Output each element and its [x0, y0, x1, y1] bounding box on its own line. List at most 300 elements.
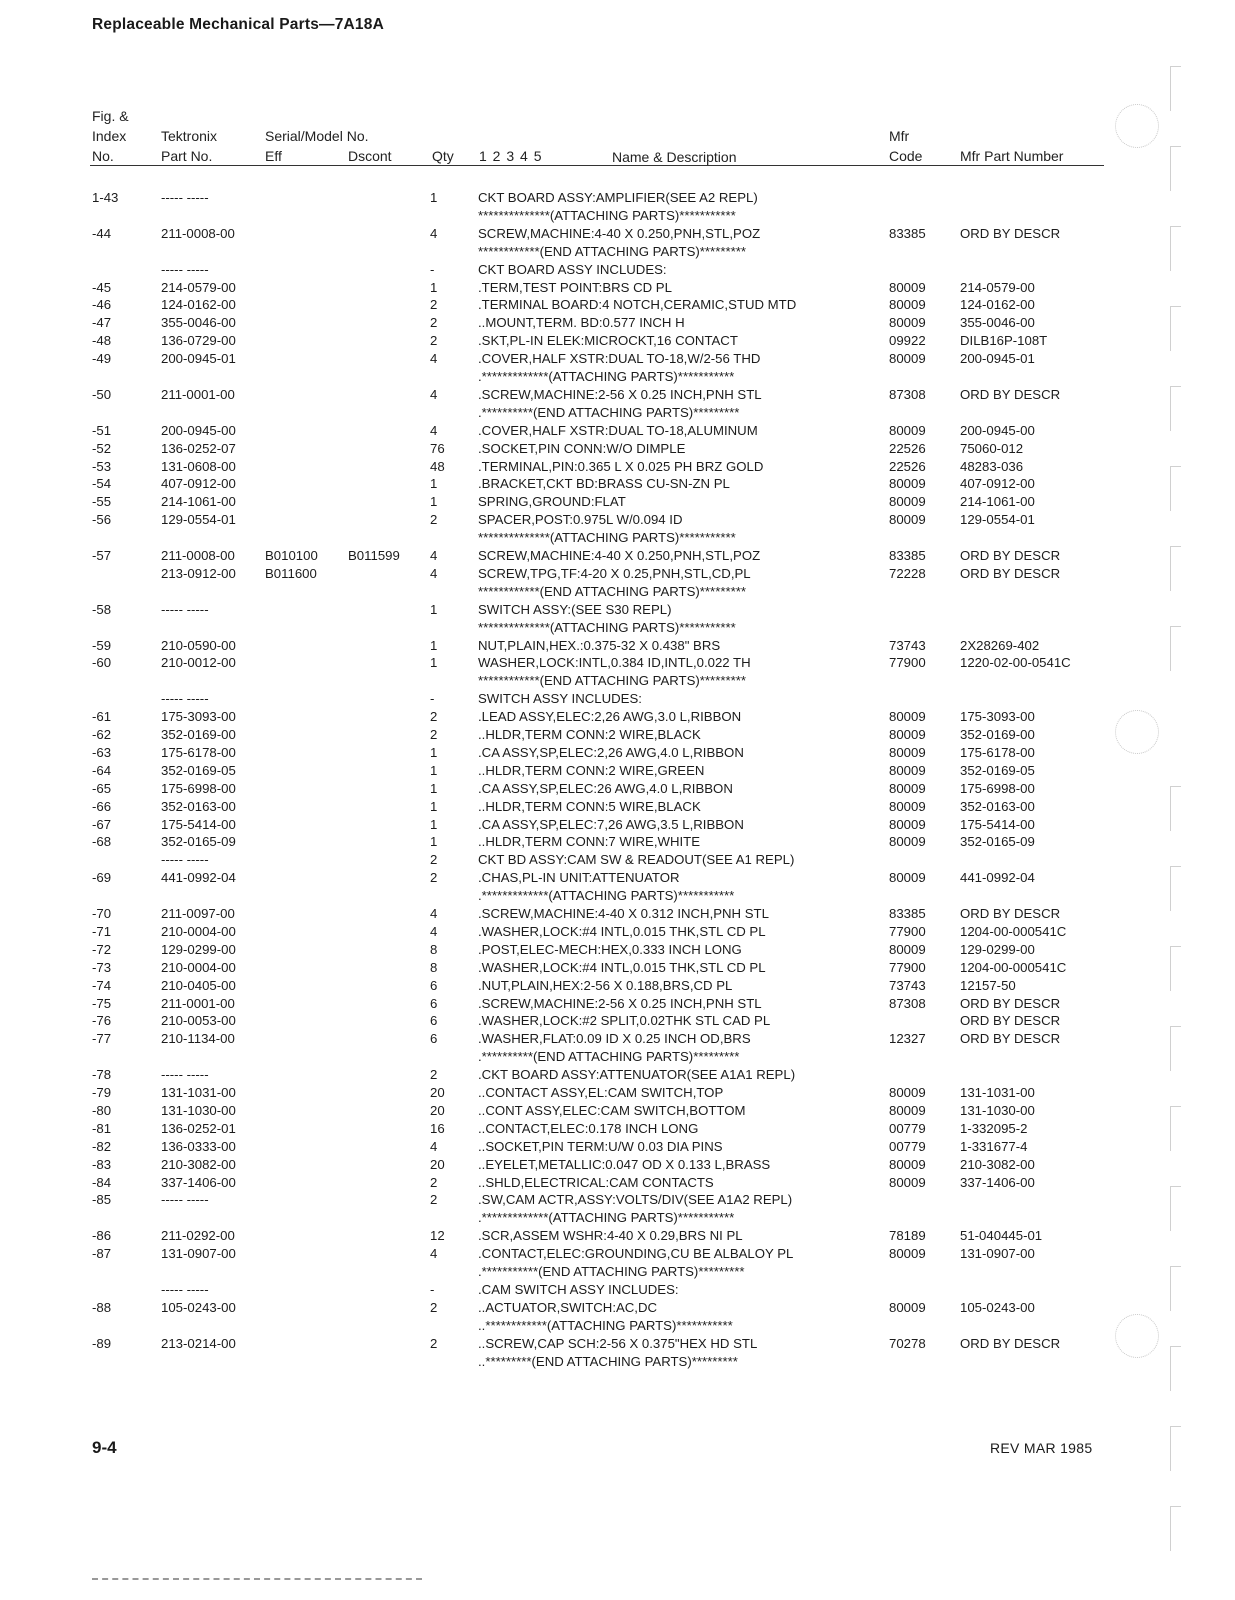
name-description: SCREW,MACHINE:4-40 X 0.250,PNH,STL,POZ	[478, 548, 761, 563]
table-row	[0, 798, 1120, 816]
quantity: 2	[430, 1192, 438, 1208]
table-row	[0, 1191, 1120, 1209]
mfr-code: 72228	[889, 565, 926, 581]
name-description: .COVER,HALF XSTR:DUAL TO-18,W/2-56 THD	[478, 351, 761, 367]
table-row	[0, 905, 1120, 923]
quantity: 20	[430, 1085, 445, 1100]
quantity: 1	[430, 744, 438, 760]
index-number: -50	[92, 386, 112, 402]
quantity: 2	[430, 1174, 438, 1190]
name-description: .LEAD ASSY,ELEC:2,26 AWG,3.0 L,RIBBON	[478, 709, 742, 725]
part-number: 131-1031-00	[161, 1085, 236, 1100]
quantity: 8	[430, 941, 438, 957]
mfr-part-number: 1204-00-000541C	[960, 959, 1067, 975]
mfr-part-number: 210-3082-00	[960, 1156, 1035, 1172]
mfr-code: 22526	[889, 440, 926, 456]
header-mfr-line-1: Mfr	[889, 128, 910, 144]
table-row	[0, 296, 1120, 314]
quantity: 6	[430, 995, 438, 1011]
quantity: 2	[430, 852, 438, 868]
table-row	[0, 386, 1120, 404]
name-description: .**********(END ATTACHING PARTS)*********	[478, 1049, 740, 1065]
part-number: 213-0912-00	[161, 565, 236, 581]
part-number: ----- -----	[161, 1281, 209, 1297]
table-row	[0, 547, 1120, 565]
part-number: 213-0214-00	[161, 1335, 236, 1351]
punch-hole-bottom	[1115, 1314, 1159, 1358]
quantity: 4	[430, 1246, 438, 1262]
part-number: 337-1406-00	[161, 1174, 236, 1190]
index-number: -77	[92, 1031, 112, 1047]
table-row	[0, 1353, 1120, 1371]
quantity: 2	[430, 1067, 438, 1083]
binder-mark	[1170, 946, 1181, 991]
mfr-part-number: 175-6998-00	[960, 780, 1035, 796]
index-number: -75	[92, 995, 112, 1011]
mfr-code: 80009	[889, 512, 926, 528]
page-number: 9-4	[92, 1438, 117, 1457]
name-description: .SCREW,MACHINE:2-56 X 0.25 INCH,PNH STL	[478, 386, 762, 402]
table-row	[0, 1102, 1120, 1120]
table-row	[0, 995, 1120, 1013]
name-description: .*************(ATTACHING PARTS)***********	[478, 888, 735, 904]
mfr-part-number: 129-0554-01	[960, 512, 1035, 528]
quantity: 2	[430, 1299, 438, 1315]
header-serial-model: Serial/Model No.	[265, 128, 369, 144]
quantity: 1	[430, 655, 438, 671]
binder-mark	[1170, 626, 1181, 671]
index-number: -64	[92, 762, 112, 778]
mfr-code: 77900	[889, 923, 926, 939]
mfr-part-number: 129-0299-00	[960, 941, 1035, 957]
quantity: 2	[430, 1335, 438, 1351]
mfr-part-number: 352-0169-05	[960, 762, 1035, 778]
header-levels: 1 2 3 4 5	[479, 148, 543, 164]
index-number: -54	[92, 476, 112, 492]
binder-mark	[1170, 466, 1181, 511]
table-row	[0, 941, 1120, 959]
name-description: CKT BOARD ASSY INCLUDES:	[478, 261, 667, 277]
name-description: .TERMINAL,PIN:0.365 L X 0.025 PH BRZ GOLD	[478, 458, 764, 474]
binder-mark	[1170, 1026, 1181, 1071]
part-number: 214-0579-00	[161, 279, 236, 295]
table-row	[0, 1281, 1120, 1299]
mfr-code: 80009	[889, 315, 926, 331]
index-number: -80	[92, 1102, 112, 1118]
mfr-code: 80009	[889, 834, 926, 850]
index-number: -85	[92, 1192, 112, 1208]
part-number: 441-0992-04	[161, 870, 236, 886]
mfr-code: 83385	[889, 548, 926, 563]
quantity: 20	[430, 1156, 445, 1172]
name-description: SPRING,GROUND:FLAT	[478, 494, 626, 510]
table-row	[0, 475, 1120, 493]
part-number: 210-0012-00	[161, 655, 236, 671]
part-number: 136-0252-01	[161, 1120, 236, 1136]
table-row	[0, 404, 1120, 422]
index-number: -69	[92, 870, 112, 886]
index-number: -74	[92, 977, 112, 993]
table-row	[0, 1299, 1120, 1317]
table-row	[0, 1156, 1120, 1174]
index-number: -89	[92, 1335, 112, 1351]
name-description: .***********(END ATTACHING PARTS)*********	[478, 1264, 745, 1279]
part-number: 211-0097-00	[161, 906, 235, 921]
index-number: -87	[92, 1246, 112, 1262]
mfr-part-number: 1-331677-4	[960, 1138, 1028, 1154]
part-number: 214-1061-00	[161, 494, 236, 510]
quantity: 1	[430, 762, 438, 778]
mfr-code: 80009	[889, 1299, 926, 1315]
part-number: 211-0292-00	[161, 1228, 235, 1244]
binder-mark	[1170, 386, 1181, 431]
binder-mark	[1170, 146, 1181, 191]
mfr-code: 87308	[889, 995, 926, 1011]
binder-mark	[1170, 866, 1181, 911]
name-description: ..CONTACT ASSY,EL:CAM SWITCH,TOP	[478, 1085, 724, 1100]
name-description: .CONTACT,ELEC:GROUNDING,CU BE ALBALOY PL	[478, 1246, 794, 1262]
name-description: ..SCREW,CAP SCH:2-56 X 0.375"HEX HD STL	[478, 1335, 758, 1351]
table-row	[0, 869, 1120, 887]
header-tek-line-2: Part No.	[161, 148, 213, 164]
name-description: .TERM,TEST POINT:BRS CD PL	[478, 279, 672, 295]
table-row	[0, 654, 1120, 672]
mfr-part-number: 51-040445-01	[960, 1228, 1043, 1244]
table-row	[0, 314, 1120, 332]
index-number: -47	[92, 315, 112, 331]
mfr-part-number: ORD BY DESCR	[960, 1335, 1061, 1351]
mfr-part-number: 175-3093-00	[960, 709, 1035, 725]
name-description: .WASHER,LOCK:#2 SPLIT,0.02THK STL CAD PL	[478, 1013, 771, 1029]
part-number: 136-0729-00	[161, 333, 236, 349]
mfr-code: 22526	[889, 458, 926, 474]
mfr-part-number: 124-0162-00	[960, 297, 1035, 313]
part-number: 129-0299-00	[161, 941, 236, 957]
part-number: ----- -----	[161, 190, 209, 205]
table-row	[0, 1138, 1120, 1156]
mfr-code: 80009	[889, 1085, 926, 1100]
mfr-part-number: 352-0163-00	[960, 798, 1035, 814]
name-description: .WASHER,FLAT:0.09 ID X 0.25 INCH OD,BRS	[478, 1031, 751, 1047]
serial-eff: B010100	[265, 548, 318, 563]
quantity: 2	[430, 315, 438, 331]
table-row	[0, 959, 1120, 977]
quantity: 1	[430, 190, 438, 205]
binder-mark	[1170, 306, 1181, 351]
quantity: 1	[430, 816, 438, 832]
header-eff: Eff	[265, 148, 282, 164]
table-row	[0, 744, 1120, 762]
name-description: .WASHER,LOCK:#4 INTL,0.015 THK,STL CD PL	[478, 959, 766, 975]
mfr-part-number: ORD BY DESCR	[960, 1031, 1061, 1047]
part-number: ----- -----	[161, 1067, 209, 1083]
index-number: -49	[92, 351, 112, 367]
index-number: -88	[92, 1299, 112, 1315]
mfr-code: 80009	[889, 744, 926, 760]
header-fig-line-3: No.	[92, 148, 114, 164]
index-number: -83	[92, 1156, 112, 1172]
serial-eff: B011600	[265, 565, 317, 581]
quantity: 20	[430, 1102, 445, 1118]
table-row	[0, 1335, 1120, 1353]
part-number: 211-0008-00	[161, 225, 235, 241]
quantity: 1	[430, 637, 438, 653]
part-number: 210-0004-00	[161, 923, 236, 939]
table-row	[0, 422, 1120, 440]
name-description: .SW,CAM ACTR,ASSY:VOLTS/DIV(SEE A1A2 REPL)	[478, 1192, 793, 1208]
mfr-code: 80009	[889, 351, 926, 367]
table-row	[0, 368, 1120, 386]
table-row	[0, 708, 1120, 726]
part-number: 352-0169-00	[161, 727, 236, 742]
mfr-part-number: 200-0945-00	[960, 422, 1035, 438]
table-row	[0, 243, 1120, 261]
binder-mark	[1170, 1186, 1181, 1231]
part-number: 175-3093-00	[161, 709, 236, 725]
table-row	[0, 816, 1120, 834]
name-description: NUT,PLAIN,HEX.:0.375-32 X 0.438" BRS	[478, 637, 721, 653]
part-number: 131-0608-00	[161, 458, 236, 474]
index-number: -72	[92, 941, 112, 957]
mfr-code: 80009	[889, 422, 926, 438]
punch-hole-middle	[1115, 710, 1159, 754]
index-number: -57	[92, 548, 112, 563]
table-row	[0, 350, 1120, 368]
name-description: ..CONTACT,ELEC:0.178 INCH LONG	[478, 1120, 699, 1136]
part-number: 211-0008-00	[161, 548, 235, 563]
table-row	[0, 1048, 1120, 1066]
table-row	[0, 1120, 1120, 1138]
mfr-part-number: ORD BY DESCR	[960, 906, 1061, 921]
index-number: -46	[92, 297, 112, 313]
quantity: 4	[430, 906, 438, 921]
mfr-part-number: 200-0945-01	[960, 351, 1035, 367]
header-fig-line-1: Fig. &	[92, 108, 129, 124]
quantity: 16	[430, 1120, 445, 1136]
name-description: SWITCH ASSY INCLUDES:	[478, 691, 642, 707]
mfr-part-number: 352-0165-09	[960, 834, 1035, 850]
quantity: 6	[430, 1013, 438, 1029]
mfr-part-number: 1-332095-2	[960, 1120, 1028, 1136]
part-number: 105-0243-00	[161, 1299, 236, 1315]
mfr-part-number: 337-1406-00	[960, 1174, 1035, 1190]
name-description: .SKT,PL-IN ELEK:MICROCKT,16 CONTACT	[478, 333, 738, 349]
mfr-code: 80009	[889, 1246, 926, 1262]
mfr-code: 87308	[889, 386, 926, 402]
punch-hole-top	[1115, 104, 1159, 148]
name-description: WASHER,LOCK:INTL,0.384 ID,INTL,0.022 TH	[478, 655, 751, 671]
mfr-part-number: 48283-036	[960, 458, 1024, 474]
mfr-part-number: ORD BY DESCR	[960, 225, 1061, 241]
name-description: .CKT BOARD ASSY:ATTENUATOR(SEE A1A1 REPL)	[478, 1067, 796, 1083]
mfr-code: 83385	[889, 906, 926, 921]
table-row	[0, 1227, 1120, 1245]
part-number: 129-0554-01	[161, 512, 236, 528]
index-number: -78	[92, 1067, 112, 1083]
table-row	[0, 780, 1120, 798]
table-row	[0, 493, 1120, 511]
binder-mark	[1170, 66, 1181, 111]
index-number: -59	[92, 637, 112, 653]
part-number: 136-0333-00	[161, 1138, 236, 1154]
mfr-part-number: 355-0046-00	[960, 315, 1035, 331]
quantity: 2	[430, 297, 438, 313]
part-number: 131-0907-00	[161, 1246, 236, 1262]
index-number: -55	[92, 494, 112, 510]
quantity: 4	[430, 386, 438, 402]
quantity: 2	[430, 870, 438, 886]
quantity: -	[430, 1281, 435, 1297]
mfr-code: 80009	[889, 798, 926, 814]
name-description: ..CONT ASSY,ELEC:CAM SWITCH,BOTTOM	[478, 1102, 746, 1118]
name-description: .TERMINAL BOARD:4 NOTCH,CERAMIC,STUD MTD	[478, 297, 797, 313]
name-description: SCREW,TPG,TF:4-20 X 0.25,PNH,STL,CD,PL	[478, 565, 751, 581]
quantity: 1	[430, 494, 438, 510]
table-row	[0, 619, 1120, 637]
table-row	[0, 279, 1120, 297]
mfr-part-number: DILB16P-108T	[960, 333, 1048, 349]
index-number: -61	[92, 709, 112, 725]
header-mfr-line-2: Code	[889, 148, 923, 164]
index-number: -44	[92, 225, 112, 241]
index-number: -56	[92, 512, 112, 528]
name-description: .SCREW,MACHINE:2-56 X 0.25 INCH,PNH STL	[478, 995, 762, 1011]
name-description: ************(END ATTACHING PARTS)*********	[478, 583, 746, 599]
name-description: .CHAS,PL-IN UNIT:ATTENUATOR	[478, 870, 680, 886]
name-description: .SCR,ASSEM WSHR:4-40 X 0.29,BRS NI PL	[478, 1228, 743, 1244]
table-row	[0, 529, 1120, 547]
quantity: 6	[430, 1031, 438, 1047]
index-number: -66	[92, 798, 112, 814]
revision-date: REV MAR 1985	[990, 1440, 1093, 1456]
quantity: 4	[430, 548, 438, 563]
quantity: 76	[430, 440, 445, 456]
index-number: -70	[92, 906, 112, 921]
name-description: ************(END ATTACHING PARTS)*********	[478, 243, 746, 259]
mfr-code: 70278	[889, 1335, 926, 1351]
mfr-part-number: 2X28269-402	[960, 637, 1040, 653]
name-description: .COVER,HALF XSTR:DUAL TO-18,ALUMINUM	[478, 422, 758, 438]
quantity: 4	[430, 1138, 438, 1154]
quantity: 2	[430, 333, 438, 349]
mfr-part-number: 352-0169-00	[960, 727, 1035, 742]
mfr-part-number: 131-0907-00	[960, 1246, 1035, 1262]
table-row	[0, 1245, 1120, 1263]
index-number: -62	[92, 727, 112, 742]
name-description: .WASHER,LOCK:#4 INTL,0.015 THK,STL CD PL	[478, 923, 766, 939]
table-row	[0, 887, 1120, 905]
name-description: .SOCKET,PIN CONN:W/O DIMPLE	[478, 440, 686, 456]
part-number: 136-0252-07	[161, 440, 236, 456]
mfr-code: 80009	[889, 1156, 926, 1172]
mfr-part-number: ORD BY DESCR	[960, 565, 1061, 581]
bleed-through-text	[92, 1578, 422, 1580]
table-row	[0, 1030, 1120, 1048]
index-number: -65	[92, 780, 112, 796]
name-description: ..SOCKET,PIN TERM:U/W 0.03 DIA PINS	[478, 1138, 723, 1154]
table-row	[0, 1012, 1120, 1030]
name-description: .**********(END ATTACHING PARTS)*********	[478, 404, 740, 420]
binder-mark	[1170, 1266, 1181, 1311]
binder-mark	[1170, 786, 1181, 831]
mfr-part-number: 75060-012	[960, 440, 1024, 456]
mfr-code: 80009	[889, 870, 926, 886]
quantity: -	[430, 691, 435, 707]
table-row	[0, 637, 1120, 655]
index-number: -76	[92, 1013, 112, 1029]
mfr-part-number: 1204-00-000541C	[960, 923, 1067, 939]
part-number: 124-0162-00	[161, 297, 236, 313]
part-number: 210-3082-00	[161, 1156, 236, 1172]
name-description: .*************(ATTACHING PARTS)***********	[478, 1210, 735, 1226]
table-row	[0, 1263, 1120, 1281]
table-row	[0, 833, 1120, 851]
quantity: 2	[430, 512, 438, 528]
part-number: 210-0004-00	[161, 959, 236, 975]
table-row	[0, 601, 1120, 619]
index-number: -73	[92, 959, 112, 975]
part-number: 211-0001-00	[161, 386, 235, 402]
header-name-desc: Name & Description	[612, 149, 737, 165]
quantity: 6	[430, 977, 438, 993]
mfr-code: 80009	[889, 941, 926, 957]
binder-mark	[1170, 1106, 1181, 1151]
name-description: CKT BD ASSY:CAM SW & READOUT(SEE A1 REPL)	[478, 852, 795, 868]
name-description: .*************(ATTACHING PARTS)***********	[478, 369, 735, 384]
part-number: ----- -----	[161, 261, 209, 277]
mfr-part-number: ORD BY DESCR	[960, 995, 1061, 1011]
part-number: ----- -----	[161, 601, 209, 617]
quantity: 1	[430, 476, 438, 492]
name-description: .POST,ELEC-MECH:HEX,0.333 INCH LONG	[478, 941, 742, 957]
name-description: ..HLDR,TERM CONN:7 WIRE,WHITE	[478, 834, 700, 850]
mfr-part-number: 131-1031-00	[960, 1085, 1035, 1100]
mfr-part-number: ORD BY DESCR	[960, 548, 1061, 563]
part-number: 131-1030-00	[161, 1102, 236, 1118]
binder-mark	[1170, 226, 1181, 271]
table-row	[0, 1084, 1120, 1102]
mfr-part-number: 105-0243-00	[960, 1299, 1035, 1315]
part-number: 175-6178-00	[161, 744, 236, 760]
index-number: 1-43	[92, 190, 119, 205]
mfr-part-number: 441-0992-04	[960, 870, 1035, 886]
table-row	[0, 1174, 1120, 1192]
name-description: ..HLDR,TERM CONN:5 WIRE,BLACK	[478, 798, 701, 814]
header-qty: Qty	[432, 148, 454, 164]
mfr-code: 78189	[889, 1228, 926, 1244]
name-description: .SCREW,MACHINE:4-40 X 0.312 INCH,PNH STL	[478, 906, 769, 921]
table-row	[0, 672, 1120, 690]
part-number: 210-0053-00	[161, 1013, 236, 1029]
name-description: ..EYELET,METALLIC:0.047 OD X 0.133 L,BRASS	[478, 1156, 771, 1172]
part-number: ----- -----	[161, 691, 209, 707]
mfr-code: 77900	[889, 959, 926, 975]
binder-mark	[1170, 1346, 1181, 1391]
table-row	[0, 189, 1120, 207]
mfr-code: 09922	[889, 333, 926, 349]
quantity: 4	[430, 225, 438, 241]
table-row	[0, 1209, 1120, 1227]
name-description: SPACER,POST:0.975L W/0.094 ID	[478, 512, 683, 528]
part-number: 175-5414-00	[161, 816, 236, 832]
part-number: ----- -----	[161, 852, 209, 868]
name-description: .CA ASSY,SP,ELEC:2,26 AWG,4.0 L,RIBBON	[478, 744, 744, 760]
name-description: ..HLDR,TERM CONN:2 WIRE,GREEN	[478, 762, 705, 778]
part-number: 200-0945-00	[161, 422, 236, 438]
quantity: 1	[430, 601, 438, 617]
name-description: .CA ASSY,SP,ELEC:26 AWG,4.0 L,RIBBON	[478, 780, 733, 796]
header-mfr-part: Mfr Part Number	[960, 148, 1064, 164]
